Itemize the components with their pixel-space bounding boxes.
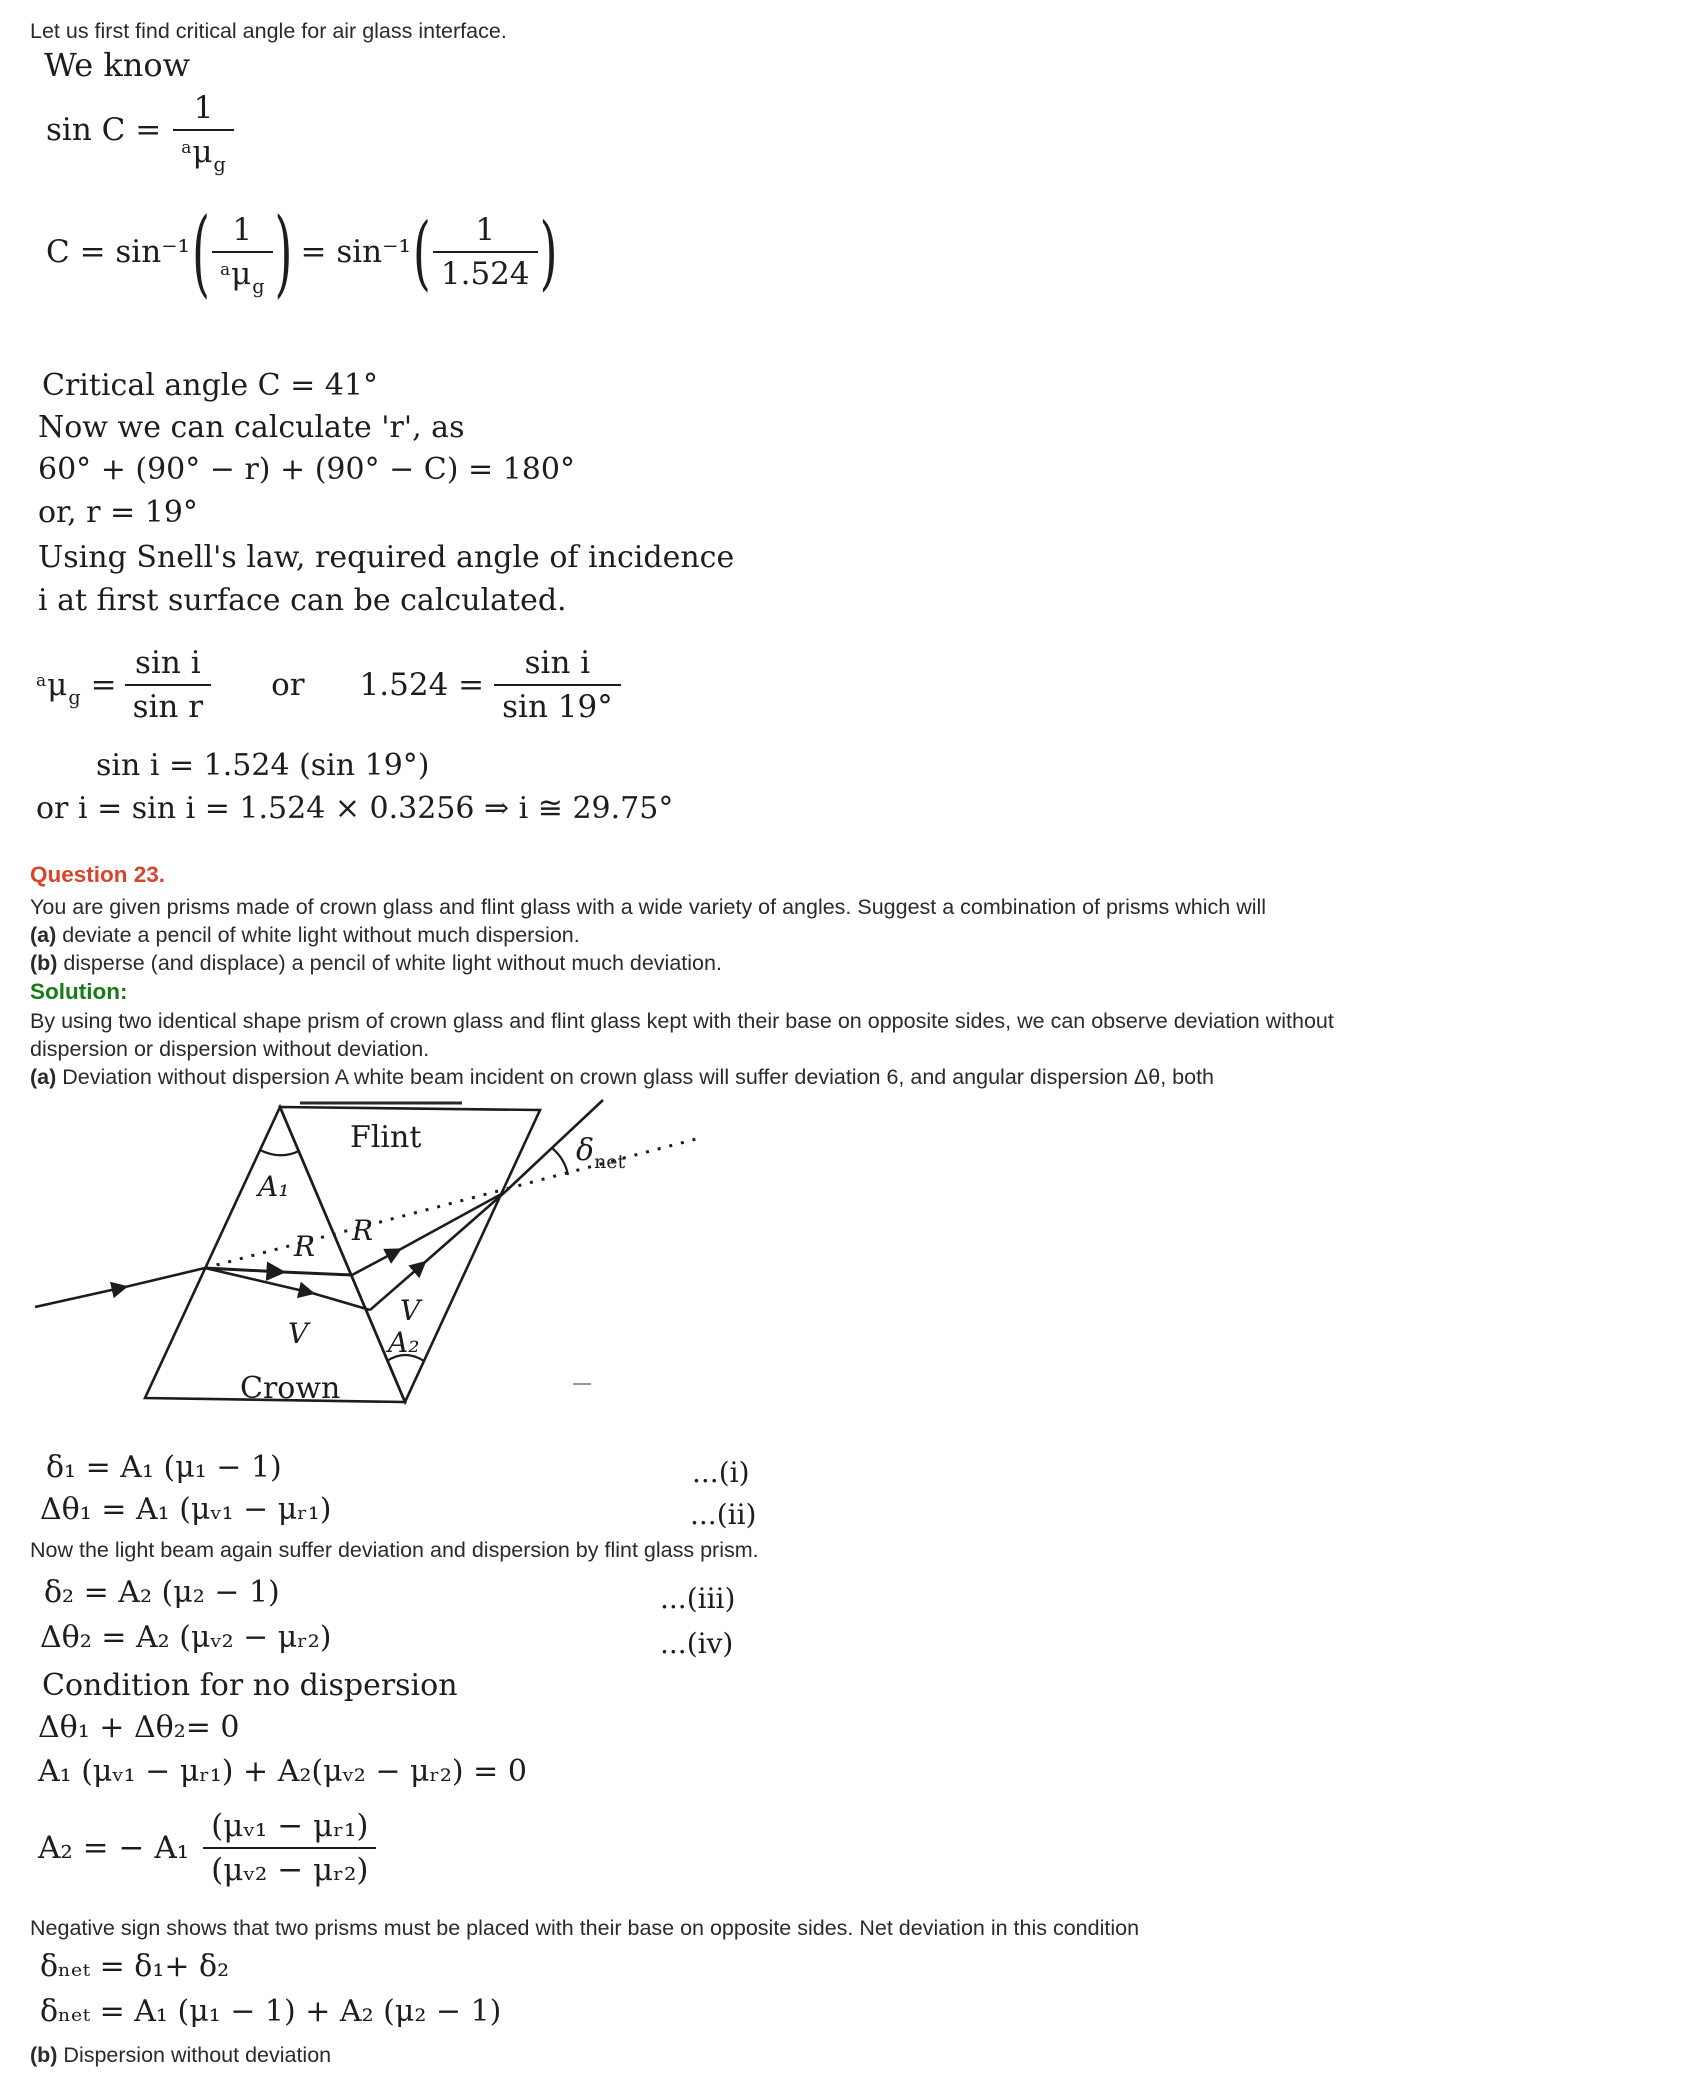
condition-eq-2: A₁ (μᵥ₁ − μᵣ₁) + A₂(μᵥ₂ − μᵣ₂) = 0 [38,1754,527,1789]
flint-deviation-line: Now the light beam again suffer deviation and dispersion by flint glass prism. [30,1538,759,1562]
or-word: or [271,667,305,703]
incident-ray [35,1287,125,1307]
incident-ray-2 [125,1268,205,1287]
fraction: $\frac{\text{sin i}}{\sin 19^\circ}$ [494,645,621,725]
fraction: $\frac{\text{(μᵥ₁ − μᵣ₁)}}{\text{(μᵥ₂ − μᵣ₂)}}$ [203,1808,376,1888]
angle-arc-a1 [260,1150,299,1155]
close-paren: ) [539,204,558,300]
equation-i-tag: ...(i) [692,1456,750,1489]
condition-eq-1: Δθ₁ + Δθ₂= 0 [38,1710,240,1745]
red-ray-label-flint: R [352,1214,374,1247]
net-deviation-eq-1: δₙₑₜ = δ₁+ δ₂ [40,1949,230,1984]
fraction [173,90,234,176]
violet-ray-label-flint: V [400,1294,421,1327]
apex-angle-a1-label: A₁ [258,1170,290,1203]
eq-sinC-lhs: sin C = [46,112,162,148]
delta-net-label: δnet [576,1133,626,1173]
equation-ii: Δθ₁ = A₁ (μᵥ₁ − μᵣ₁) [40,1492,332,1527]
r-value-line: or, r = 19° [38,495,198,530]
eq-C-mid: = sin⁻¹ [300,234,411,270]
crown-label: Crown [240,1371,341,1406]
question-heading: Question 23. [30,862,166,887]
question-part-a: (a) deviate a pencil of white light without much dispersion. [30,923,580,947]
calculate-r-line: Now we can calculate 'r', as [38,410,465,445]
angle-sum-line: 60° + (90° − r) + (90° − C) = 180° [38,452,575,487]
fraction: $\frac{\text{sin i}}{\text{sin r}}$ [125,645,211,725]
undeviated-dotted-line [205,1138,700,1268]
snell-law-line: Using Snell's law, required angle of incidence [38,540,735,575]
question-part-b: (b) disperse (and displace) a pencil of white light without much deviation. [30,951,722,975]
denominator: $^a\mu_g$ [173,129,234,170]
flint-label: Flint [350,1120,422,1155]
equation-iii-tag: ...(iii) [660,1582,736,1615]
fraction: $\frac{1}{1.524}$ [433,212,538,292]
critical-angle-line: Critical angle C = 41° [42,368,378,403]
numerator: 1 [193,90,214,126]
equation-a2 [38,1808,376,1888]
solution-heading: Solution: [30,979,128,1004]
equation-C-inverse [46,196,560,308]
we-know-line: We know [44,46,191,84]
red-ray-label-crown: R [294,1230,316,1263]
prism-diagram [0,1050,900,1430]
equation-sinC [46,90,234,176]
eq-C-lhs: C = sin⁻¹ [46,234,190,270]
first-surface-line: i at first surface can be calculated. [38,583,567,618]
sini-line: sin i = 1.524 (sin 19°) [96,748,430,783]
equation-i: δ₁ = A₁ (μ₁ − 1) [46,1450,282,1485]
equation-iv-tag: ...(iv) [660,1627,734,1660]
equation-mu: $^a\mu_g$ = $\frac{\text{sin i}}{\text{sin r}}$ or 1.524 = $\frac{\text{sin i}}{\sin 19^\circ}$ [36,645,621,725]
angle-arc-delta-net [552,1148,568,1175]
part-b-line: (b) Dispersion without deviation [30,2043,332,2067]
net-deviation-eq-2: δₙₑₜ = A₁ (μ₁ − 1) + A₂ (μ₂ − 1) [40,1994,502,2029]
open-paren: ( [191,196,210,308]
negative-sign-line: Negative sign shows that two prisms must be placed with their base on opposite sides. Net deviation in this condition [30,1916,1140,1940]
red-ray-crown-2 [282,1272,352,1275]
violet-ray-label-crown: V [288,1317,309,1350]
solution-line-1: By using two identical shape prism of crown glass and flint glass kept with their base on opposite sides, we can observe deviation without [30,1009,1334,1033]
mu-symbol: $^a\mu_g$ [36,667,81,709]
apex-angle-a2-label: A₂ [388,1326,420,1359]
question-line: You are given prisms made of crown glass and flint glass with a wide variety of angles. Suggest a combination of prisms which will [30,895,1267,919]
solution-part-a: (a) Deviation without dispersion A white beam incident on crown glass will suffer deviation 6, and angular dispersion Δθ, both [30,1065,1214,1089]
close-paren: ) [274,196,293,308]
intro-line: Let us first find critical angle for air glass interface. [30,19,507,43]
fraction: $\frac{1}{^a\mu_g}$ [212,212,273,292]
a2-lhs: A₂ = − A₁ [38,1830,190,1866]
solution-line-2: dispersion or dispersion without deviation. [30,1037,430,1061]
equation-iii: δ₂ = A₂ (μ₂ − 1) [44,1575,280,1610]
red-ray-flint [352,1250,399,1275]
equation-ii-tag: ...(ii) [690,1498,757,1531]
open-paren: ( [412,204,431,300]
equation-iv: Δθ₂ = A₂ (μᵥ₂ − μᵣ₂) [40,1620,332,1655]
i-result-line: or i = sin i = 1.524 × 0.3256 ⇒ i ≅ 29.75° [36,791,674,826]
violet-ray-flint-2 [424,1192,505,1263]
condition-title: Condition for no dispersion [42,1668,458,1703]
value-lhs: 1.524 = [359,667,485,703]
